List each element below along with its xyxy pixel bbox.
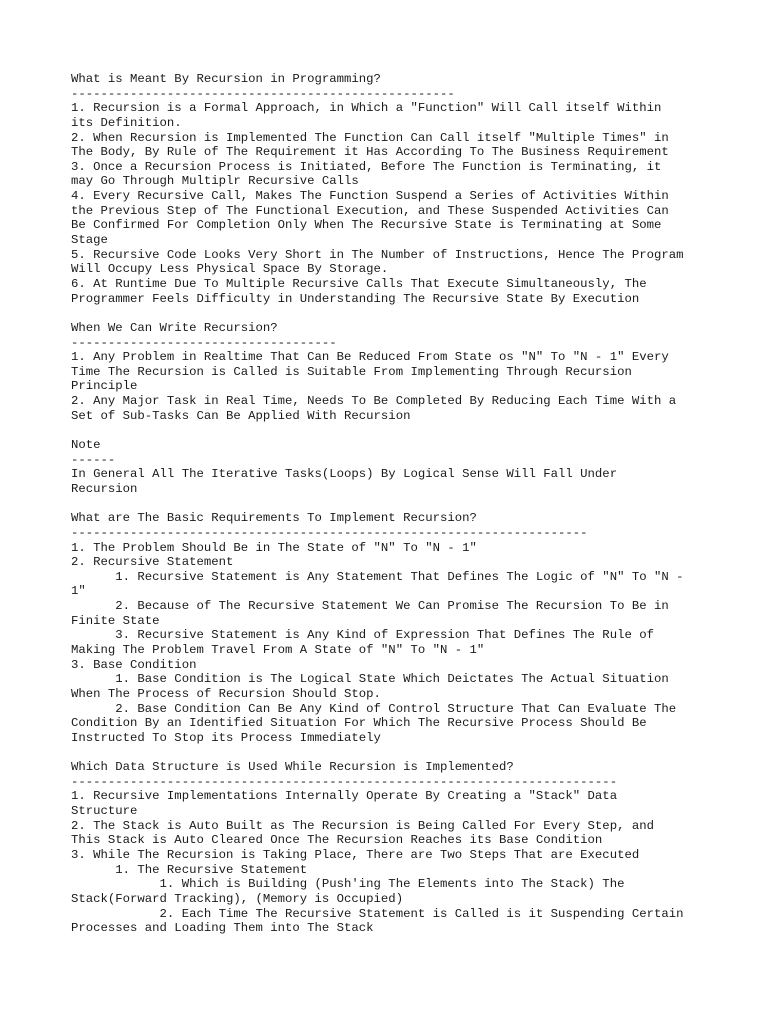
blank-line <box>71 745 711 760</box>
text-line: 2. Each Time The Recursive Statement is Called is it Suspending Certain <box>71 906 684 921</box>
document-body <box>71 72 711 936</box>
text-line: Recursion <box>71 481 138 496</box>
section <box>71 511 711 760</box>
section-heading: What is Meant By Recursion in Programming? <box>71 72 381 86</box>
text-line: 3. While The Recursion is Taking Place, There are Two Steps That are Executed <box>71 847 640 862</box>
text-line: Making The Problem Travel From A State of "N" To "N - 1" <box>71 642 485 657</box>
text-line: 2. When Recursion is Implemented The Function Can Call itself "Multiple Times" in <box>71 130 669 145</box>
text-line: 5. Recursive Code Looks Very Short in The Number of Instructions, Hence The Program <box>71 247 684 262</box>
section-heading: When We Can Write Recursion? <box>71 320 278 335</box>
section <box>71 72 711 321</box>
text-line: 2. Any Major Task in Real Time, Needs To Be Completed By Reducing Each Time With a <box>71 394 677 409</box>
text-line: 1. Recursive Implementations Internally Operate By Creating a "Stack" Data <box>71 789 618 804</box>
blank-line <box>71 306 711 321</box>
text-line: Stage <box>71 233 108 248</box>
text-line: 1. Which is Building (Push'ing The Elements into The Stack) The <box>71 877 625 892</box>
text-line: its Definition. <box>71 115 182 130</box>
text-line: 1. Recursion is a Formal Approach, in Which a "Function" Will Call itself Within <box>71 101 662 116</box>
text-line: 1. Base Condition is The Logical State Which Deictates The Actual Situation <box>71 672 669 687</box>
text-line: Will Occupy Less Physical Space By Storage. <box>71 262 389 277</box>
section <box>71 438 711 511</box>
text-line: Stack(Forward Tracking), (Memory is Occupied) <box>71 891 404 906</box>
text-line: Principle <box>71 379 138 394</box>
text-line: may Go Through Multiplr Recursive Calls <box>71 174 359 189</box>
text-line: Time The Recursion is Called is Suitable From Implementing Through Recursion <box>71 364 632 379</box>
heading-underline: ---------------------------------------------------- <box>71 86 455 101</box>
text-line: 4. Every Recursive Call, Makes The Function Suspend a Series of Activities Within <box>71 189 669 204</box>
text-line: 6. At Runtime Due To Multiple Recursive Calls That Execute Simultaneously, The <box>71 276 647 291</box>
text-line: 1. The Problem Should Be in The State of "N" To "N - 1" <box>71 540 477 555</box>
text-line: When The Process of Recursion Should Stop. <box>71 686 381 701</box>
blank-line <box>71 497 711 512</box>
text-line: Processes and Loading Them into The Stack <box>71 921 374 936</box>
text-line: 1. Any Problem in Realtime That Can Be Reduced From State os "N" To "N - 1" Every <box>71 350 669 365</box>
text-line: This Stack is Auto Cleared Once The Recursion Reaches its Base Condition <box>71 833 603 848</box>
text-line: 3. Recursive Statement is Any Kind of Expression That Defines The Rule of <box>71 628 654 643</box>
text-line: 2. Base Condition Can Be Any Kind of Control Structure That Can Evaluate The <box>71 701 677 716</box>
text-line: Be Confirmed For Completion Only When The Recursive State is Terminating at Some <box>71 218 662 233</box>
text-line: 2. The Stack is Auto Built as The Recursion is Being Called For Every Step, and <box>71 818 654 833</box>
text-line: the Previous Step of The Functional Execution, and These Suspended Activities Can <box>71 203 669 218</box>
text-line: Structure <box>71 804 138 819</box>
section-heading: Note <box>71 438 101 453</box>
text-line: 3. Once a Recursion Process is Initiated, Before The Function is Terminating, it <box>71 159 662 174</box>
blank-line <box>71 423 711 438</box>
section-heading: What are The Basic Requirements To Implement Recursion? <box>71 511 477 526</box>
text-line: 3. Base Condition <box>71 657 197 672</box>
text-line: Programmer Feels Difficulty in Understanding The Recursive State By Execution <box>71 291 640 306</box>
text-line: In General All The Iterative Tasks(Loops) By Logical Sense Will Fall Under <box>71 467 618 482</box>
section <box>71 321 711 438</box>
text-line: 2. Because of The Recursive Statement We Can Promise The Recursion To Be in <box>71 599 669 614</box>
text-line: 1. The Recursive Statement <box>71 862 308 877</box>
heading-underline: ------------------------------------ <box>71 335 337 350</box>
text-line: 2. Recursive Statement <box>71 555 234 570</box>
heading-underline: ------ <box>71 452 116 467</box>
section-heading: Which Data Structure is Used While Recursion is Implemented? <box>71 760 514 775</box>
text-line: Finite State <box>71 613 160 628</box>
text-line: 1" <box>71 584 86 599</box>
section <box>71 760 711 936</box>
text-line: The Body, By Rule of The Requirement it Has According To The Business Requirement <box>71 145 669 160</box>
heading-underline: ---------------------------------------------------------------------- <box>71 525 588 540</box>
heading-underline: -------------------------------------------------------------------------- <box>71 774 618 789</box>
text-line: Set of Sub-Tasks Can Be Applied With Recursion <box>71 408 411 423</box>
text-line: Condition By an Identified Situation For Which The Recursive Process Should Be <box>71 716 647 731</box>
text-line: Instructed To Stop its Process Immediately <box>71 730 381 745</box>
text-line: 1. Recursive Statement is Any Statement That Defines The Logic of "N" To "N - <box>71 569 684 584</box>
